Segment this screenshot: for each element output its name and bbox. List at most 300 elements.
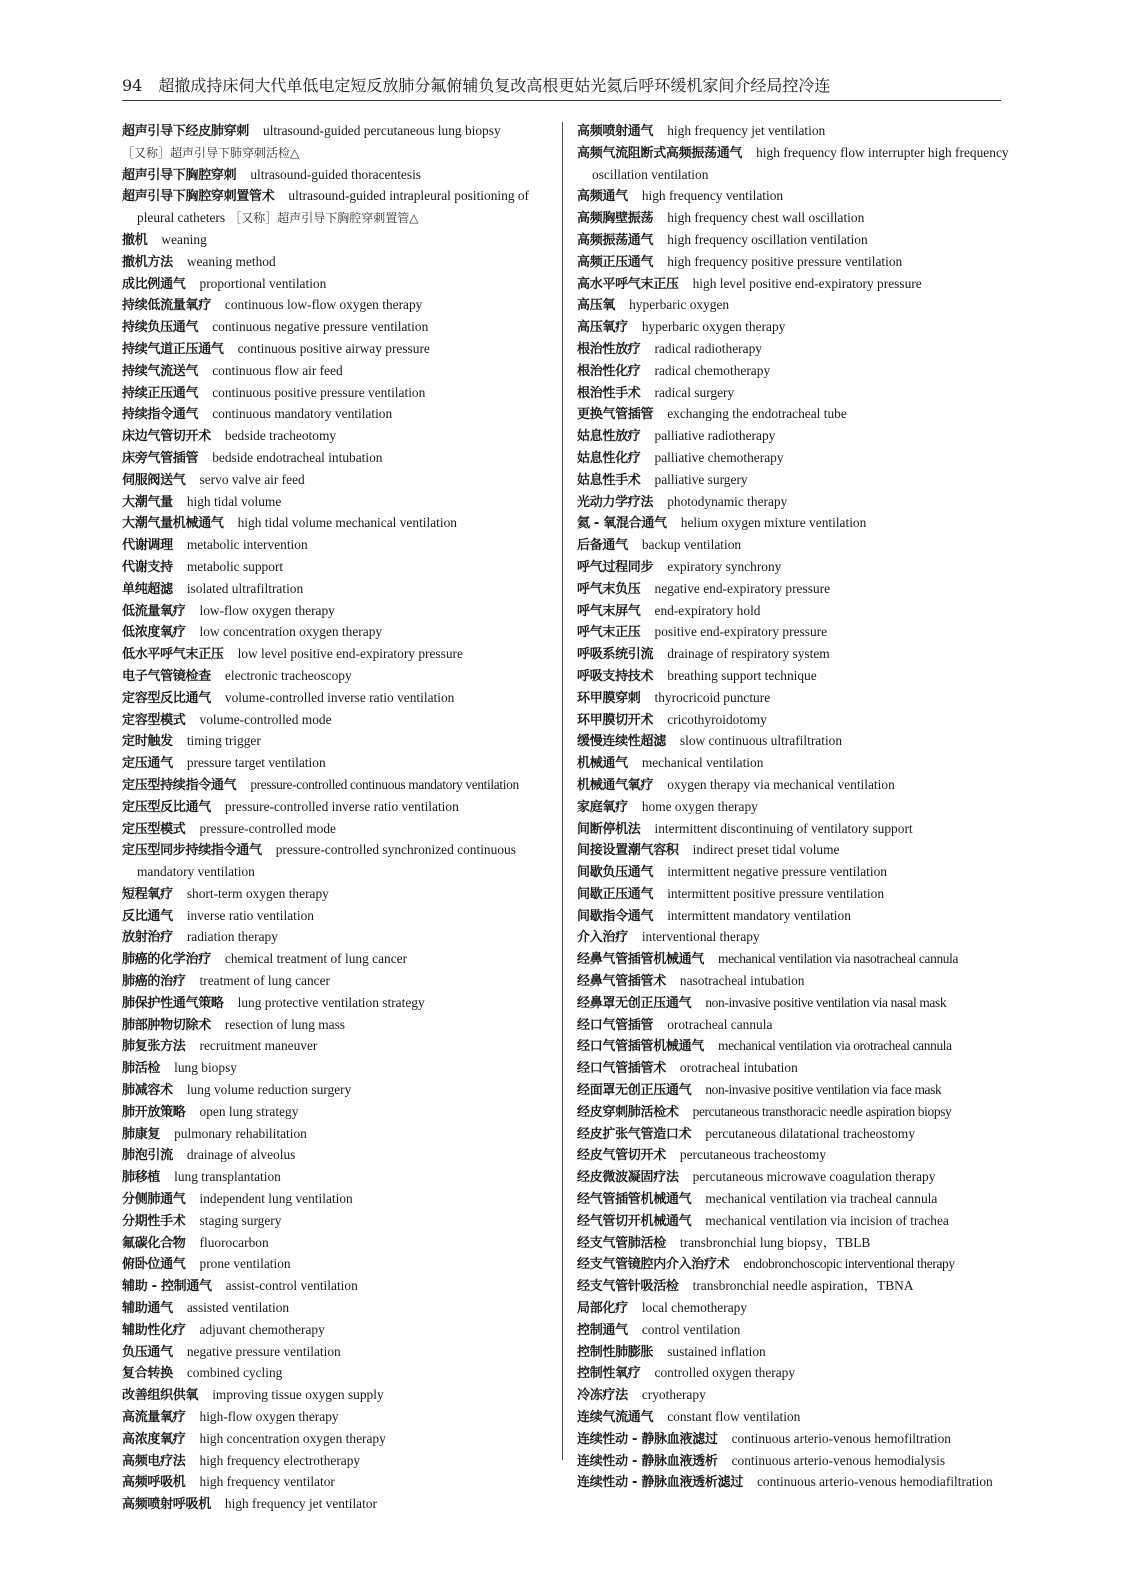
term-english: palliative radiotherapy — [654, 428, 776, 444]
glossary-entry — [577, 295, 1009, 317]
running-title: 超撤成持床伺大代单低电定短反放肺分氟俯辅负复改高根更姑光氦后呼环缓机家间介经局控冷连 — [158, 76, 831, 95]
term-english: transbronchial lung biopsy，TBLB — [679, 1234, 871, 1250]
term-english: mechanical ventilation via tracheal cannula — [705, 1191, 938, 1207]
term-english: high frequency ventilator — [199, 1474, 335, 1490]
term-english: exchanging the endotracheal tube — [667, 406, 847, 422]
term-english: sustained inflation — [667, 1343, 766, 1359]
term-english: low concentration oxygen therapy — [199, 624, 383, 640]
term-chinese: 经鼻罩无创正压通气 — [577, 995, 692, 1011]
term-chinese: 机械通气 — [577, 756, 628, 772]
term-english: chemical treatment of lung cancer — [224, 951, 408, 967]
term-chinese: 机械通气氧疗 — [577, 777, 654, 793]
glossary-entry — [122, 1015, 552, 1037]
glossary-entry — [577, 404, 1009, 426]
glossary-entry — [122, 404, 552, 426]
term-english: pressure-controlled synchronized continuous mandatory ventilation — [137, 842, 516, 880]
glossary-entry — [577, 1080, 1009, 1102]
glossary-entry — [122, 1189, 552, 1211]
term-chinese: 代谢支持 — [122, 559, 173, 575]
term-chinese: 连续性动 - 静脉血液滤过 — [577, 1431, 718, 1447]
glossary-entry — [122, 1233, 552, 1255]
glossary-entry — [577, 1385, 1009, 1407]
term-chinese: 高频正压通气 — [577, 254, 654, 270]
term-english: continuous mandatory ventilation — [212, 406, 393, 422]
term-english: percutaneous transthoracic needle aspiration biopsy — [692, 1103, 952, 1119]
glossary-entry — [577, 383, 1009, 405]
term-english: home oxygen therapy — [641, 798, 758, 814]
term-chinese: 定压型持续指令通气 — [122, 777, 237, 793]
glossary-entry — [122, 492, 552, 514]
term-english: continuous arterio-venous hemodialysis — [731, 1452, 946, 1468]
term-english: hyperbaric oxygen — [629, 297, 730, 313]
glossary-entry — [577, 339, 1009, 361]
term-chinese: 高浓度氧疗 — [122, 1431, 186, 1447]
term-english: intermittent negative pressure ventilation — [667, 864, 887, 880]
term-chinese: 高频振荡通气 — [577, 232, 654, 248]
term-chinese: 肺泡引流 — [122, 1148, 173, 1164]
term-english: expiratory synchrony — [667, 558, 782, 574]
term-english: ultrasound-guided percutaneous lung biopsy — [263, 123, 501, 138]
glossary-entry — [577, 1342, 1009, 1364]
term-chinese: 高频呼吸机 — [122, 1475, 186, 1491]
glossary-entry — [577, 753, 1009, 775]
term-chinese: 定容型反比通气 — [122, 690, 211, 706]
glossary-entry — [122, 1429, 552, 1451]
right-column — [577, 121, 1009, 1494]
glossary-entry — [577, 731, 1009, 753]
term-chinese: 高频电疗法 — [122, 1453, 186, 1469]
term-english: helium oxygen mixture ventilation — [680, 515, 867, 531]
term-english: palliative chemotherapy — [654, 449, 784, 465]
term-chinese: 经鼻气管插管机械通气 — [577, 952, 705, 968]
term-english: intermittent positive pressure ventilation — [667, 885, 885, 901]
glossary-entry — [577, 1211, 1009, 1233]
glossary-entry — [122, 927, 552, 949]
term-chinese: 姑息性化疗 — [577, 450, 641, 466]
glossary-entry — [122, 710, 552, 732]
term-chinese: 呼气过程同步 — [577, 559, 654, 575]
glossary-entry — [122, 1167, 552, 1189]
term-english: mechanical ventilation via orotracheal cannula — [718, 1038, 952, 1054]
term-alias: ［又称］超声引导下肺穿刺活检△ — [122, 145, 300, 160]
term-english: breathing support technique — [667, 667, 817, 683]
term-english: high frequency flow interrupter high frequency oscillation ventilation — [592, 144, 1009, 182]
term-english: continuous negative pressure ventilation — [212, 319, 429, 335]
term-chinese: 定时触发 — [122, 734, 173, 750]
term-english: cryotherapy — [641, 1387, 706, 1403]
glossary-entry — [122, 993, 552, 1015]
term-english: mechanical ventilation — [641, 755, 764, 771]
term-chinese: 连续气流通气 — [577, 1410, 654, 1426]
term-chinese: 经气管插管机械通气 — [577, 1192, 692, 1208]
term-chinese: 高频喷射呼吸机 — [122, 1497, 211, 1513]
term-chinese: 缓慢连续性超滤 — [577, 734, 666, 750]
glossary-entry — [122, 383, 552, 405]
term-chinese: 更换气管插管 — [577, 407, 654, 423]
term-chinese: 持续指令通气 — [122, 407, 199, 423]
term-chinese: 撤机方法 — [122, 254, 173, 270]
term-english: high tidal volume — [186, 493, 282, 509]
term-english: negative pressure ventilation — [186, 1343, 341, 1359]
glossary-entry — [577, 1429, 1009, 1451]
term-chinese: 呼吸支持技术 — [577, 668, 654, 684]
glossary-entry — [122, 1102, 552, 1124]
term-chinese: 根治性放疗 — [577, 341, 641, 357]
glossary-entry — [122, 165, 552, 187]
term-english: staging surgery — [199, 1212, 282, 1228]
term-english: open lung strategy — [199, 1103, 299, 1119]
glossary-entry — [577, 819, 1009, 841]
glossary-entry — [577, 1472, 1009, 1494]
term-english: percutaneous tracheostomy — [679, 1147, 827, 1163]
term-chinese: 经鼻气管插管术 — [577, 974, 666, 990]
glossary-entry — [122, 1145, 552, 1167]
term-chinese: 床边气管切开术 — [122, 429, 211, 445]
glossary-entry — [122, 121, 552, 143]
glossary-entry — [577, 1189, 1009, 1211]
term-chinese: 连续性动 - 静脉血液透析滤过 — [577, 1475, 743, 1491]
term-chinese: 单纯超滤 — [122, 581, 173, 597]
term-english: assist-control ventilation — [225, 1278, 358, 1294]
term-chinese: 成比例通气 — [122, 276, 186, 292]
term-english: continuous positive pressure ventilation — [212, 384, 426, 400]
glossary-entry — [122, 339, 552, 361]
glossary-entry — [577, 1276, 1009, 1298]
glossary-entry — [122, 1080, 552, 1102]
term-chinese: 控制性肺膨胀 — [577, 1344, 654, 1360]
glossary-entry — [122, 230, 552, 252]
term-chinese: 代谢调理 — [122, 538, 173, 554]
glossary-entry — [577, 797, 1009, 819]
glossary-entry — [577, 688, 1009, 710]
term-chinese: 控制通气 — [577, 1322, 628, 1338]
term-english: weaning method — [186, 253, 276, 269]
glossary-entry — [577, 1124, 1009, 1146]
term-chinese: 持续正压通气 — [122, 385, 199, 401]
term-english: continuous arterio-venous hemodiafiltration — [756, 1474, 993, 1490]
glossary-entry — [122, 949, 552, 971]
term-chinese: 定压型模式 — [122, 821, 186, 837]
glossary-entry — [577, 492, 1009, 514]
glossary-entry — [577, 601, 1009, 623]
term-english: ultrasound-guided intrapleural positioning of pleural catheters — [137, 188, 530, 226]
term-english: isolated ultrafiltration — [186, 580, 304, 596]
glossary-entry — [122, 513, 552, 535]
term-english: lung biopsy — [174, 1060, 237, 1076]
term-chinese: 间歇指令通气 — [577, 908, 654, 924]
glossary-entry — [122, 448, 552, 470]
glossary-entry — [122, 731, 552, 753]
term-english: volume-controlled inverse ratio ventilation — [224, 689, 455, 705]
term-chinese: 肺癌的治疗 — [122, 974, 186, 990]
term-chinese: 呼吸系统引流 — [577, 647, 654, 663]
term-english: hyperbaric oxygen therapy — [641, 319, 786, 335]
term-english: high frequency jet ventilator — [224, 1496, 377, 1512]
glossary-entry — [122, 361, 552, 383]
glossary-entry — [122, 1124, 552, 1146]
glossary-entry — [577, 448, 1009, 470]
glossary-entry — [577, 993, 1009, 1015]
glossary-entry — [122, 1363, 552, 1385]
term-chinese: 低浓度氧疗 — [122, 625, 186, 641]
term-chinese: 肺保护性通气策略 — [122, 995, 224, 1011]
term-chinese: 分期性手术 — [122, 1213, 186, 1229]
term-english: cricothyroidotomy — [667, 711, 767, 727]
glossary-entry — [122, 819, 552, 841]
term-english: radiation therapy — [186, 929, 278, 945]
glossary-entry — [577, 971, 1009, 993]
term-chinese: 超声引导下胸腔穿刺置管术 — [122, 189, 275, 205]
term-english: weaning — [161, 231, 207, 247]
term-chinese: 间断停机法 — [577, 821, 641, 837]
term-english: metabolic intervention — [186, 537, 308, 553]
term-english: endobronchoscopic interventional therapy — [743, 1256, 955, 1272]
term-chinese: 肺部肿物切除术 — [122, 1017, 211, 1033]
glossary-entry — [577, 862, 1009, 884]
term-english: pressure target ventilation — [186, 755, 326, 771]
term-english: independent lung ventilation — [199, 1191, 353, 1207]
glossary-entry — [122, 1298, 552, 1320]
glossary-entry — [122, 1320, 552, 1342]
term-chinese: 低流量氧疗 — [122, 603, 186, 619]
glossary-entry — [577, 1058, 1009, 1080]
term-english: orotracheal cannula — [667, 1016, 773, 1032]
term-chinese: 后备通气 — [577, 538, 628, 554]
term-chinese: 连续性动 - 静脉血液透析 — [577, 1453, 718, 1469]
glossary-entry — [577, 906, 1009, 928]
term-english: recruitment maneuver — [199, 1038, 318, 1054]
term-english: prone ventilation — [199, 1256, 291, 1272]
glossary-entry — [577, 1320, 1009, 1342]
term-english: lung protective ventilation strategy — [237, 994, 425, 1010]
term-english: high frequency electrotherapy — [199, 1452, 361, 1468]
glossary-entry — [122, 666, 552, 688]
term-chinese: 经面罩无创正压通气 — [577, 1083, 692, 1099]
term-english: intermittent discontinuing of ventilatory support — [654, 820, 913, 836]
term-chinese: 经支气管镜腔内介入治疗术 — [577, 1257, 730, 1273]
glossary-entry — [122, 1276, 552, 1298]
term-chinese: 环甲膜穿刺 — [577, 690, 641, 706]
term-english: non-invasive positive ventilation via face mask — [705, 1082, 942, 1098]
glossary-entry — [122, 775, 552, 797]
glossary-entry — [122, 753, 552, 775]
term-english: nasotracheal intubation — [679, 973, 805, 989]
glossary-entry — [122, 1385, 552, 1407]
glossary-entry — [577, 927, 1009, 949]
glossary-entry — [577, 143, 1009, 187]
term-chinese: 经气管切开机械通气 — [577, 1213, 692, 1229]
term-english: oxygen therapy via mechanical ventilation — [667, 776, 895, 792]
glossary-entry — [577, 470, 1009, 492]
glossary-entry — [122, 644, 552, 666]
term-chinese: 肺减容术 — [122, 1083, 173, 1099]
glossary-entry — [122, 884, 552, 906]
term-chinese: 经皮微波凝固疗法 — [577, 1170, 679, 1186]
term-chinese: 高水平呼气末正压 — [577, 276, 679, 292]
term-english: continuous flow air feed — [212, 362, 343, 378]
term-english: high concentration oxygen therapy — [199, 1430, 386, 1446]
term-english: adjuvant chemotherapy — [199, 1321, 325, 1337]
term-chinese: 间歇正压通气 — [577, 886, 654, 902]
term-english: high frequency chest wall oscillation — [667, 210, 865, 226]
term-english: photodynamic therapy — [667, 493, 788, 509]
term-english: bedside endotracheal intubation — [212, 449, 383, 465]
glossary-entry — [577, 513, 1009, 535]
term-chinese: 负压通气 — [122, 1344, 173, 1360]
glossary-entry — [577, 252, 1009, 274]
term-chinese: 经口气管插管术 — [577, 1061, 666, 1077]
term-english: servo valve air feed — [199, 471, 305, 487]
term-chinese: 超声引导下胸腔穿刺 — [122, 167, 237, 183]
term-chinese: 定容型模式 — [122, 712, 186, 728]
term-english: high tidal volume mechanical ventilation — [237, 515, 458, 531]
term-chinese: 反比通气 — [122, 908, 173, 924]
term-chinese: 经口气管插管机械通气 — [577, 1039, 705, 1055]
column-divider — [562, 122, 563, 1460]
glossary-entry — [122, 274, 552, 296]
term-english: high-flow oxygen therapy — [199, 1409, 339, 1425]
term-english: pulmonary rehabilitation — [174, 1125, 307, 1141]
term-english: thyrocricoid puncture — [654, 689, 771, 705]
glossary-entry — [577, 1298, 1009, 1320]
term-chinese: 家庭氧疗 — [577, 799, 628, 815]
header-rule — [122, 100, 1001, 101]
term-chinese: 经皮穿刺肺活检术 — [577, 1104, 679, 1120]
term-english: high frequency oscillation ventilation — [667, 231, 868, 247]
term-chinese: 经支气管肺活检 — [577, 1235, 666, 1251]
glossary-entry — [577, 579, 1009, 601]
term-chinese: 持续气流送气 — [122, 363, 199, 379]
glossary-entry — [577, 317, 1009, 339]
term-chinese: 局部化疗 — [577, 1301, 628, 1317]
glossary-entry — [122, 688, 552, 710]
glossary-entry — [577, 666, 1009, 688]
term-chinese: 经支气管针吸活检 — [577, 1279, 679, 1295]
glossary-entry — [122, 1407, 552, 1429]
term-chinese: 经皮扩张气管造口术 — [577, 1126, 692, 1142]
glossary-entry — [122, 1254, 552, 1276]
glossary-entry — [577, 361, 1009, 383]
glossary-entry — [577, 1254, 1009, 1276]
term-english: short-term oxygen therapy — [186, 885, 329, 901]
term-chinese: 氟碳化合物 — [122, 1235, 186, 1251]
term-english: constant flow ventilation — [667, 1409, 801, 1425]
term-english: metabolic support — [186, 558, 284, 574]
term-chinese: 超声引导下经皮肺穿刺 — [122, 124, 250, 139]
term-chinese: 持续气道正压通气 — [122, 341, 224, 357]
term-chinese: 经口气管插管 — [577, 1017, 654, 1033]
term-chinese: 高流量氧疗 — [122, 1410, 186, 1426]
glossary-entry — [122, 426, 552, 448]
term-english: high frequency jet ventilation — [667, 123, 826, 138]
term-english: end-expiratory hold — [654, 602, 761, 618]
term-english: pressure-controlled inverse ratio ventilation — [224, 798, 459, 814]
term-chinese: 改善组织供氧 — [122, 1388, 199, 1404]
term-english: timing trigger — [186, 733, 261, 749]
glossary-entry — [577, 622, 1009, 644]
glossary-entry — [122, 535, 552, 557]
term-english: palliative surgery — [654, 471, 748, 487]
term-chinese: 间歇负压通气 — [577, 865, 654, 881]
glossary-entry — [122, 906, 552, 928]
term-chinese: 呼气末正压 — [577, 625, 641, 641]
term-english: ultrasound-guided thoracentesis — [250, 166, 421, 182]
glossary-entry — [577, 1451, 1009, 1473]
glossary-entry — [122, 295, 552, 317]
term-alias: ［又称］超声引导下胸腔穿刺置管△ — [229, 211, 419, 226]
term-chinese: 呼气末负压 — [577, 581, 641, 597]
glossary-entry — [122, 1211, 552, 1233]
term-english: combined cycling — [186, 1365, 283, 1381]
glossary-entry — [577, 884, 1009, 906]
glossary-entry — [577, 1407, 1009, 1429]
glossary-entry — [122, 317, 552, 339]
term-english: positive end-expiratory pressure — [654, 624, 828, 640]
term-chinese: 环甲膜切开术 — [577, 712, 654, 728]
glossary-entry — [577, 426, 1009, 448]
term-english: orotracheal intubation — [679, 1060, 798, 1076]
term-english: pressure-controlled mode — [199, 820, 336, 836]
glossary-entry — [577, 949, 1009, 971]
term-english: inverse ratio ventilation — [186, 907, 314, 923]
term-chinese: 短程氧疗 — [122, 886, 173, 902]
glossary-entry — [577, 186, 1009, 208]
term-english: bedside tracheotomy — [224, 428, 337, 444]
term-chinese: 姑息性放疗 — [577, 429, 641, 445]
glossary-entry — [122, 579, 552, 601]
glossary-entry — [122, 601, 552, 623]
term-chinese: 辅助通气 — [122, 1301, 173, 1317]
glossary-entry — [122, 1472, 552, 1494]
glossary-entry — [122, 971, 552, 993]
term-chinese: 高压氧 — [577, 298, 616, 314]
term-english: intermittent mandatory ventilation — [667, 907, 851, 923]
term-english: radical radiotherapy — [654, 340, 762, 356]
glossary-entry — [577, 1233, 1009, 1255]
glossary-entry — [577, 1036, 1009, 1058]
term-chinese: 肺移植 — [122, 1170, 161, 1186]
glossary-entry — [122, 1036, 552, 1058]
term-chinese: 床旁气管插管 — [122, 450, 199, 466]
term-english: continuous arterio-venous hemofiltration — [731, 1430, 951, 1446]
glossary-entry — [577, 557, 1009, 579]
term-chinese: 冷冻疗法 — [577, 1388, 628, 1404]
term-english: continuous positive airway pressure — [237, 340, 430, 356]
glossary-entry — [577, 1145, 1009, 1167]
glossary-entry — [577, 1102, 1009, 1124]
term-chinese: 介入治疗 — [577, 930, 628, 946]
term-chinese: 分侧肺通气 — [122, 1192, 186, 1208]
term-chinese: 根治性手术 — [577, 385, 641, 401]
glossary-entry — [577, 274, 1009, 296]
term-english: control ventilation — [641, 1321, 741, 1337]
left-column — [122, 121, 552, 1516]
glossary-entry — [122, 1342, 552, 1364]
glossary-entry — [577, 1015, 1009, 1037]
term-english: radical chemotherapy — [654, 362, 771, 378]
term-chinese: 肺康复 — [122, 1126, 161, 1142]
term-chinese: 辅助 - 控制通气 — [122, 1279, 212, 1295]
term-chinese: 定压型同步持续指令通气 — [122, 843, 262, 859]
term-chinese: 经皮气管切开术 — [577, 1148, 666, 1164]
glossary-entry — [577, 230, 1009, 252]
term-english: drainage of respiratory system — [667, 646, 830, 662]
glossary-entry — [577, 775, 1009, 797]
term-english: high frequency positive pressure ventilation — [667, 253, 903, 269]
glossary-entry — [122, 797, 552, 819]
glossary-entry — [577, 644, 1009, 666]
term-english: lung volume reduction surgery — [186, 1082, 352, 1098]
